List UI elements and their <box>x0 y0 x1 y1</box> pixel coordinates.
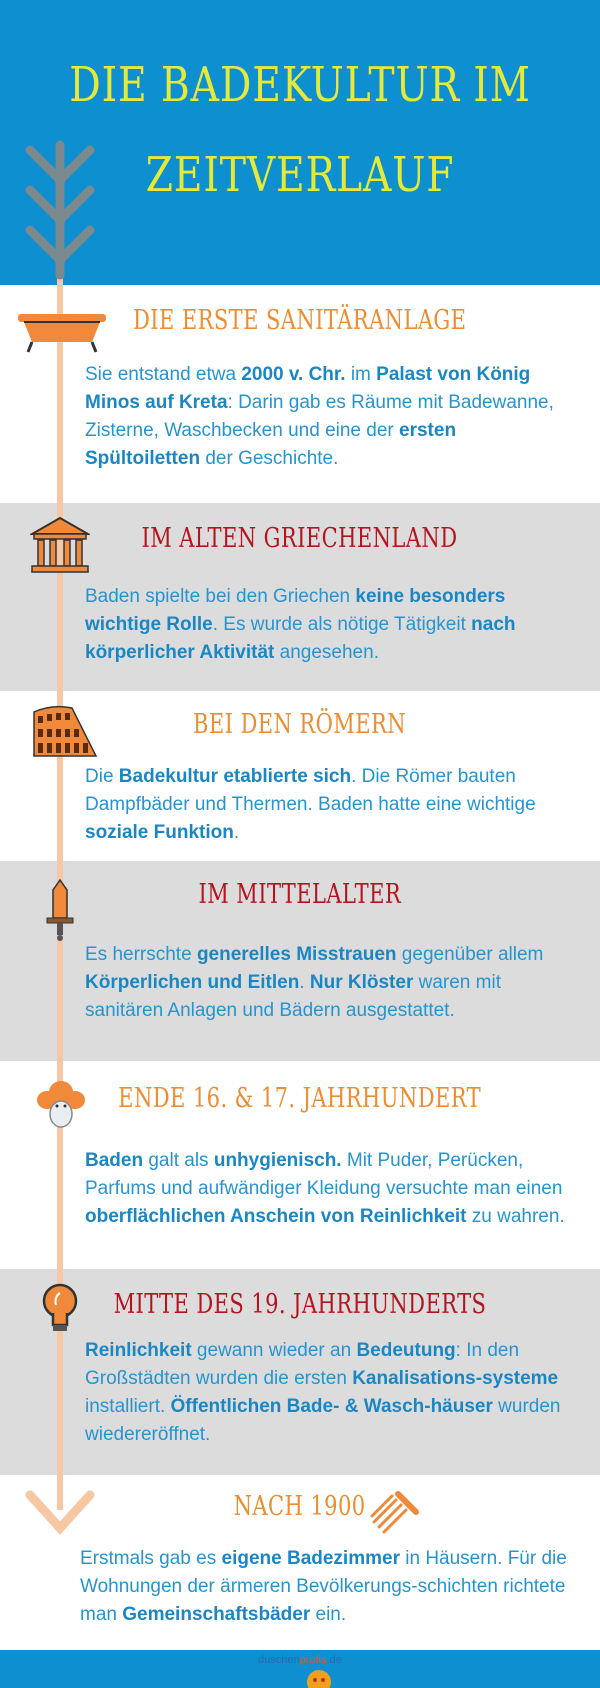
body-emphasis: Öffentlichen Bade- & Wasch-häuser <box>170 1396 493 1417</box>
timeline-arrow-icon <box>25 1490 95 1540</box>
section-body <box>85 763 570 847</box>
section-16-17-century <box>0 1061 600 1269</box>
section-title: BEI DEN RÖMERN <box>193 709 407 740</box>
body-emphasis: generelles Misstrauen <box>196 944 397 965</box>
section-body <box>85 1337 570 1449</box>
wig-icon <box>33 1076 89 1132</box>
body-emphasis: Nur Klöster <box>309 972 414 993</box>
body-text: : In den Großstädten wurden die ersten <box>85 1340 520 1389</box>
brand-logo-text <box>0 1654 600 1666</box>
section-body <box>85 361 570 473</box>
body-text: angesehen. <box>274 642 379 663</box>
bathtub-icon <box>18 312 106 354</box>
shower-head-icon <box>370 1490 420 1536</box>
body-emphasis: Kanalisations-systeme <box>352 1368 559 1389</box>
greek-temple-icon <box>30 516 90 576</box>
section-title: ENDE 16. & 17. JAHRHUNDERT <box>118 1083 482 1114</box>
body-text: . Die Römer bauten Dampfbäder und Thermen. Baden hatte eine wichtige <box>85 766 536 815</box>
body-text: . Es wurde als nötige Tätigkeit <box>212 614 472 635</box>
body-text: Erstmals gab es <box>80 1548 222 1569</box>
footer-band <box>0 1650 600 1688</box>
section-title: IM ALTEN GRIECHENLAND <box>142 523 458 554</box>
timeline-chevrons-icon <box>20 140 100 280</box>
body-emphasis: Reinlichkeit <box>85 1340 192 1361</box>
section-body <box>80 1545 575 1629</box>
lightbulb-icon <box>42 1283 78 1337</box>
body-text: im <box>345 364 377 385</box>
body-emphasis: 2000 v. Chr. <box>241 364 346 385</box>
body-emphasis: soziale Funktion <box>85 822 234 843</box>
body-emphasis: Körperlichen und Eitlen <box>85 972 300 993</box>
brand-part-1: duschen <box>258 1654 300 1666</box>
section-19-century <box>0 1269 600 1475</box>
body-text: Die <box>85 766 119 787</box>
body-emphasis: keine besonders wichtige Rolle <box>85 586 506 635</box>
body-text: gewann wieder an <box>191 1340 357 1361</box>
body-emphasis: Bedeutung <box>356 1340 456 1361</box>
page-title <box>54 40 546 220</box>
body-text: gegenüber allem <box>396 944 544 965</box>
body-text: ein. <box>310 1604 347 1625</box>
body-emphasis: Palast von König Minos auf Kreta <box>85 364 531 413</box>
section-title: DIE ERSTE SANITÄRANLAGE <box>133 305 467 336</box>
section-title: IM MITTELALTER <box>198 879 402 910</box>
page-title-line-1: DIE BADEKULTUR IM <box>69 57 531 113</box>
section-title: MITTE DES 19. JAHRHUNDERTS <box>113 1289 487 1320</box>
body-text: waren mit sanitären Anlagen und Bädern ausgestattet. <box>85 972 501 1021</box>
body-emphasis: Baden <box>85 1150 144 1171</box>
brand-part-2: profis <box>299 1654 327 1666</box>
section-body <box>85 941 570 1025</box>
body-emphasis: nach körperlicher Aktivität <box>85 614 516 663</box>
body-text: wurden wiedereröffnet. <box>85 1396 561 1445</box>
body-text: . <box>299 972 310 993</box>
colosseum-icon <box>32 702 98 758</box>
body-text: galt als <box>143 1150 214 1171</box>
body-text: der Geschichte. <box>200 448 339 469</box>
body-text: Sie entstand etwa <box>85 364 242 385</box>
body-emphasis: unhygienisch. <box>213 1150 342 1171</box>
section-ancient-greece <box>0 503 600 691</box>
section-body <box>85 1147 570 1231</box>
section-middle-ages <box>0 861 600 1061</box>
page-title-line-2: ZEITVERLAUF <box>145 147 455 203</box>
body-text: zu wahren. <box>466 1206 565 1227</box>
body-emphasis: oberflächlichen Anschein von Reinlichkeit <box>85 1206 467 1227</box>
section-title: NACH 1900 <box>234 1491 366 1522</box>
section-body <box>85 583 570 667</box>
body-text: Mit Puder, Perücken, Parfums und aufwändiger Kleidung versuchte man einen <box>85 1150 563 1199</box>
sword-icon <box>45 878 75 942</box>
body-text: Baden spielte bei den Griechen <box>85 586 356 607</box>
brand-mascot-icon <box>305 1668 333 1688</box>
body-text: installiert. <box>85 1396 171 1417</box>
body-emphasis: Badekultur etablierte sich <box>118 766 352 787</box>
brand-part-3: .de <box>326 1654 342 1666</box>
body-emphasis: eigene Badezimmer <box>221 1548 400 1569</box>
body-text: : Darin gab es Räume mit Badewanne, Zisterne, Waschbecken und eine der <box>85 392 554 441</box>
body-emphasis: ersten Spültoiletten <box>85 420 457 469</box>
body-text: . <box>233 822 240 843</box>
body-emphasis: Gemeinschaftsbäder <box>122 1604 311 1625</box>
body-text: Es herrschte <box>85 944 197 965</box>
body-text: in Häusern. Für die Wohnungen der ärmeren Bevölkerungs-schichten richtete man <box>80 1548 567 1625</box>
